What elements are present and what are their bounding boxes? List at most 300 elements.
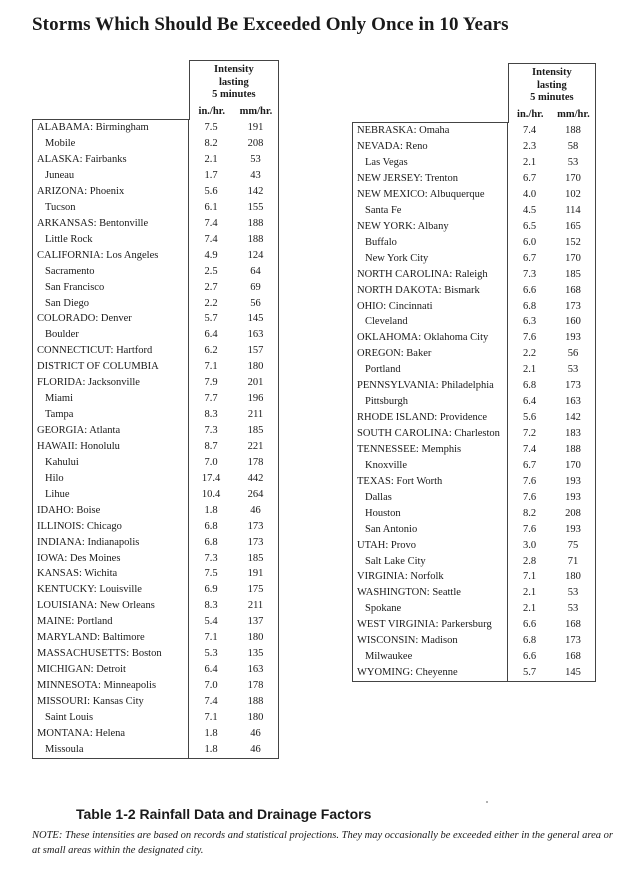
intensity-in-hr: 7.6 bbox=[522, 491, 537, 503]
intensity-mm-hr: 193 bbox=[565, 475, 581, 487]
location-name: Lihue bbox=[45, 488, 70, 500]
intensity-mm-hr: 163 bbox=[247, 329, 264, 341]
intensity-in-hr: 7.7 bbox=[204, 393, 218, 405]
intensity-in-hr: 7.1 bbox=[204, 632, 218, 644]
intensity-in-hr: 4.5 bbox=[522, 204, 537, 216]
unit-in-header: in./hr. bbox=[517, 109, 544, 120]
intensity-in-hr: 2.7 bbox=[204, 281, 218, 293]
location-name: HAWAII: Honolulu bbox=[37, 440, 120, 452]
intensity-mm-hr: 69 bbox=[250, 281, 261, 293]
intensity-in-hr: 7.4 bbox=[204, 695, 218, 707]
intensity-in-hr: 2.2 bbox=[522, 348, 537, 360]
location-name: Mobile bbox=[45, 138, 76, 150]
intensity-mm-hr: 157 bbox=[247, 345, 264, 357]
page-title: Storms Which Should Be Exceeded Only Once in 10 Years bbox=[32, 14, 509, 35]
intensity-mm-hr: 208 bbox=[247, 138, 264, 150]
location-name: GEORGIA: Atlanta bbox=[37, 425, 121, 437]
intensity-in-hr: 2.8 bbox=[522, 555, 537, 567]
location-name: San Antonio bbox=[365, 523, 418, 535]
intensity-in-hr: 7.9 bbox=[204, 377, 218, 389]
location-name: Houston bbox=[365, 507, 401, 519]
table-row bbox=[353, 235, 595, 251]
intensity-mm-hr: 211 bbox=[247, 600, 264, 612]
location-name: Milwaukee bbox=[365, 651, 413, 663]
intensity-mm-hr: 168 bbox=[565, 651, 581, 663]
intensity-mm-hr: 58 bbox=[567, 141, 579, 153]
intensity-in-hr: 1.8 bbox=[204, 727, 218, 739]
intensity-mm-hr: 142 bbox=[247, 185, 264, 197]
location-name: Las Vegas bbox=[365, 157, 408, 169]
intensity-in-hr: 5.7 bbox=[522, 667, 537, 679]
intensity-mm-hr: 43 bbox=[250, 170, 261, 182]
intensity-mm-hr: 264 bbox=[247, 488, 264, 500]
intensity-mm-hr: 56 bbox=[250, 297, 261, 309]
table-row bbox=[353, 123, 595, 139]
location-name: Salt Lake City bbox=[365, 555, 426, 567]
location-name: OREGON: Baker bbox=[357, 348, 432, 360]
intensity-in-hr: 6.0 bbox=[522, 236, 537, 248]
location-name: MAINE: Portland bbox=[37, 616, 113, 628]
location-name: NEW JERSEY: Trenton bbox=[357, 173, 458, 185]
location-name: Tucson bbox=[45, 201, 76, 213]
table-row bbox=[33, 646, 278, 662]
intensity-in-hr: 7.1 bbox=[204, 711, 218, 723]
intensity-in-hr: 7.1 bbox=[204, 361, 218, 373]
intensity-mm-hr: 178 bbox=[247, 680, 264, 692]
table-row bbox=[33, 184, 278, 200]
intensity-mm-hr: 53 bbox=[567, 603, 579, 615]
intensity-mm-hr: 188 bbox=[247, 695, 264, 707]
intensity-mm-hr: 442 bbox=[247, 472, 264, 484]
intensity-in-hr: 7.6 bbox=[522, 332, 537, 344]
intensity-in-hr: 7.6 bbox=[522, 523, 537, 535]
intensity-in-hr: 5.6 bbox=[204, 185, 218, 197]
intensity-in-hr: 7.3 bbox=[204, 552, 218, 564]
intensity-in-hr: 8.2 bbox=[522, 507, 537, 519]
intensity-in-hr: 5.4 bbox=[204, 616, 218, 628]
intensity-in-hr: 6.3 bbox=[522, 316, 537, 328]
intensity-in-hr: 5.7 bbox=[204, 313, 218, 325]
intensity-in-hr: 6.8 bbox=[522, 380, 537, 392]
intensity-in-hr: 4.0 bbox=[522, 188, 537, 200]
table-header bbox=[352, 63, 596, 123]
table-row bbox=[353, 537, 595, 553]
intensity-in-hr: 8.3 bbox=[204, 409, 218, 421]
intensity-mm-hr: 160 bbox=[565, 316, 581, 328]
intensity-mm-hr: 180 bbox=[565, 571, 581, 583]
intensity-mm-hr: 145 bbox=[247, 313, 264, 325]
intensity-in-hr: 7.6 bbox=[522, 475, 537, 487]
table-row bbox=[353, 521, 595, 537]
intensity-in-hr: 10.4 bbox=[201, 488, 221, 500]
location-name: CONNECTICUT: Hartford bbox=[37, 345, 153, 357]
location-name: Portland bbox=[365, 364, 401, 376]
table-row bbox=[33, 710, 278, 726]
location-name: Saint Louis bbox=[45, 711, 94, 723]
table-row bbox=[33, 662, 278, 678]
location-name: WEST VIRGINIA: Parkersburg bbox=[357, 619, 492, 631]
location-name: CALIFORNIA: Los Angeles bbox=[37, 249, 159, 261]
table-row bbox=[33, 423, 278, 439]
location-name: WASHINGTON: Seattle bbox=[357, 587, 461, 599]
intensity-in-hr: 7.2 bbox=[522, 428, 537, 440]
table-row bbox=[353, 474, 595, 490]
intensity-mm-hr: 170 bbox=[565, 459, 581, 471]
intensity-mm-hr: 168 bbox=[565, 284, 581, 296]
table-row bbox=[353, 346, 595, 362]
table-row bbox=[353, 378, 595, 394]
location-name: New York City bbox=[365, 252, 429, 264]
location-name: TEXAS: Fort Worth bbox=[357, 475, 443, 487]
intensity-in-hr: 6.6 bbox=[522, 284, 537, 296]
intensity-in-hr: 7.4 bbox=[204, 233, 218, 245]
location-name: IDAHO: Boise bbox=[37, 504, 101, 516]
intensity-mm-hr: 188 bbox=[565, 443, 581, 455]
intensity-mm-hr: 180 bbox=[247, 632, 264, 644]
intensity-mm-hr: 145 bbox=[565, 667, 581, 679]
table-body bbox=[352, 123, 596, 682]
location-name: UTAH: Provo bbox=[357, 539, 416, 551]
unit-mm-header: mm/hr. bbox=[239, 106, 273, 117]
intensity-mm-hr: 185 bbox=[247, 425, 264, 437]
location-name: WISCONSIN: Madison bbox=[357, 635, 458, 647]
location-name: MISSOURI: Kansas City bbox=[37, 695, 144, 707]
table-header bbox=[32, 60, 279, 120]
table-row bbox=[33, 359, 278, 375]
intensity-in-hr: 8.3 bbox=[204, 600, 218, 612]
intensity-mm-hr: 114 bbox=[565, 204, 581, 216]
location-name: KENTUCKY: Louisville bbox=[37, 584, 142, 596]
location-name: MARYLAND: Baltimore bbox=[37, 632, 145, 644]
location-name: OHIO: Cincinnati bbox=[357, 300, 433, 312]
intensity-mm-hr: 155 bbox=[247, 201, 264, 213]
table-row bbox=[353, 649, 595, 665]
intensity-in-hr: 6.4 bbox=[522, 396, 537, 408]
location-name: FLORIDA: Jacksonville bbox=[37, 377, 140, 389]
intensity-mm-hr: 193 bbox=[565, 332, 581, 344]
intensity-in-hr: 7.3 bbox=[204, 425, 218, 437]
intensity-in-hr: 6.8 bbox=[522, 635, 537, 647]
table-row bbox=[33, 232, 278, 248]
location-name: Santa Fe bbox=[365, 204, 402, 216]
intensity-in-hr: 6.6 bbox=[522, 651, 537, 663]
intensity-mm-hr: 211 bbox=[247, 409, 264, 421]
intensity-mm-hr: 75 bbox=[567, 539, 579, 551]
location-name: Boulder bbox=[45, 329, 79, 341]
intensity-in-hr: 6.9 bbox=[204, 584, 218, 596]
location-name: Sacramento bbox=[45, 265, 95, 277]
intensity-mm-hr: 168 bbox=[565, 619, 581, 631]
intensity-mm-hr: 137 bbox=[247, 616, 264, 628]
table-row bbox=[353, 506, 595, 522]
intensity-in-hr: 7.1 bbox=[522, 571, 537, 583]
location-name: Miami bbox=[45, 393, 73, 405]
unit-mm-header: mm/hr. bbox=[557, 109, 590, 120]
table-row bbox=[353, 426, 595, 442]
intensity-in-hr: 6.8 bbox=[522, 300, 537, 312]
intensity-mm-hr: 201 bbox=[247, 377, 264, 389]
rainfall-table-left bbox=[32, 60, 279, 759]
intensity-mm-hr: 163 bbox=[247, 664, 264, 676]
table-row bbox=[33, 120, 278, 136]
intensity-mm-hr: 180 bbox=[247, 711, 264, 723]
table-row bbox=[33, 742, 278, 758]
intensity-mm-hr: 191 bbox=[247, 568, 264, 580]
location-name: San Diego bbox=[45, 297, 90, 309]
table-row bbox=[353, 394, 595, 410]
location-name: Tampa bbox=[45, 409, 74, 421]
location-name: Cleveland bbox=[365, 316, 408, 328]
location-name: WYOMING: Cheyenne bbox=[357, 667, 458, 679]
unit-in-header: in./hr. bbox=[198, 106, 226, 117]
location-name: MINNESOTA: Minneapolis bbox=[37, 680, 157, 692]
table-row bbox=[33, 200, 278, 216]
intensity-in-hr: 7.4 bbox=[522, 443, 537, 455]
location-name: Buffalo bbox=[365, 236, 397, 248]
intensity-mm-hr: 193 bbox=[565, 523, 581, 535]
intensity-mm-hr: 173 bbox=[247, 536, 264, 548]
intensity-in-hr: 1.8 bbox=[204, 743, 218, 755]
location-name: Spokane bbox=[365, 603, 402, 615]
location-name: IOWA: Des Moines bbox=[37, 552, 121, 564]
intensity-in-hr: 1.7 bbox=[204, 170, 218, 182]
intensity-mm-hr: 173 bbox=[565, 300, 581, 312]
table-row bbox=[353, 314, 595, 330]
intensity-in-hr: 4.9 bbox=[204, 249, 218, 261]
location-name: ALASKA: Fairbanks bbox=[37, 154, 127, 166]
intensity-in-hr: 6.7 bbox=[522, 173, 537, 185]
table-row bbox=[353, 458, 595, 474]
intensity-mm-hr: 188 bbox=[247, 233, 264, 245]
location-name: Kahului bbox=[45, 456, 79, 468]
intensity-mm-hr: 175 bbox=[247, 584, 264, 596]
table-row bbox=[33, 471, 278, 487]
intensity-in-hr: 2.1 bbox=[522, 587, 537, 599]
intensity-mm-hr: 71 bbox=[567, 555, 579, 567]
location-name: PENNSYLVANIA: Philadelphia bbox=[357, 380, 494, 392]
location-name: MONTANA: Helena bbox=[37, 727, 126, 739]
table-row bbox=[353, 362, 595, 378]
intensity-in-hr: 6.7 bbox=[522, 459, 537, 471]
table-row bbox=[353, 585, 595, 601]
table-row bbox=[353, 155, 595, 171]
intensity-in-hr: 7.3 bbox=[522, 268, 537, 280]
location-name: Missoula bbox=[45, 743, 84, 755]
intensity-mm-hr: 56 bbox=[567, 348, 579, 360]
table-row bbox=[353, 203, 595, 219]
intensity-mm-hr: 191 bbox=[247, 122, 264, 134]
table-row bbox=[353, 139, 595, 155]
table-row bbox=[33, 343, 278, 359]
intensity-in-hr: 2.5 bbox=[204, 265, 218, 277]
scan-speck bbox=[486, 801, 488, 803]
table-row bbox=[33, 518, 278, 534]
table-row bbox=[33, 295, 278, 311]
intensity-mm-hr: 170 bbox=[565, 173, 581, 185]
location-name: KANSAS: Wichita bbox=[37, 568, 118, 580]
location-name: RHODE ISLAND: Providence bbox=[357, 412, 488, 424]
intensity-in-hr: 1.8 bbox=[204, 504, 218, 516]
location-name: ARKANSAS: Bentonville bbox=[37, 217, 149, 229]
intensity-in-hr: 7.4 bbox=[522, 125, 537, 137]
table-row bbox=[33, 439, 278, 455]
intensity-mm-hr: 142 bbox=[565, 412, 581, 424]
intensity-mm-hr: 193 bbox=[565, 491, 581, 503]
intensity-in-hr: 7.5 bbox=[204, 122, 218, 134]
table-row bbox=[353, 330, 595, 346]
intensity-in-hr: 6.7 bbox=[522, 252, 537, 264]
intensity-in-hr: 5.6 bbox=[522, 412, 537, 424]
table-note: NOTE: These intensities are based on records and statistical projections. They may occasionally be exceeded either in the general area or at small areas within the designated city. bbox=[32, 830, 613, 856]
intensity-mm-hr: 53 bbox=[567, 157, 579, 169]
intensity-mm-hr: 102 bbox=[565, 188, 581, 200]
table-row bbox=[353, 187, 595, 203]
location-name: ARIZONA: Phoenix bbox=[37, 185, 125, 197]
intensity-mm-hr: 46 bbox=[250, 743, 261, 755]
intensity-in-hr: 6.2 bbox=[204, 345, 218, 357]
intensity-mm-hr: 173 bbox=[247, 520, 264, 532]
intensity-in-hr: 6.4 bbox=[204, 664, 218, 676]
table-row bbox=[33, 391, 278, 407]
intensity-mm-hr: 46 bbox=[250, 504, 261, 516]
intensity-mm-hr: 185 bbox=[565, 268, 581, 280]
location-name: LOUISIANA: New Orleans bbox=[37, 600, 155, 612]
intensity-mm-hr: 165 bbox=[565, 220, 581, 232]
table-row bbox=[353, 665, 595, 681]
intensity-mm-hr: 152 bbox=[565, 236, 581, 248]
table-row bbox=[33, 136, 278, 152]
table-row bbox=[33, 678, 278, 694]
location-name: ALABAMA: Birmingham bbox=[37, 122, 149, 134]
table-row bbox=[33, 263, 278, 279]
table-row bbox=[353, 633, 595, 649]
intensity-in-hr: 6.5 bbox=[522, 220, 537, 232]
intensity-in-hr: 2.1 bbox=[522, 157, 537, 169]
intensity-header: Intensity lasting 5 minutes bbox=[530, 67, 574, 103]
intensity-in-hr: 7.0 bbox=[204, 456, 218, 468]
intensity-in-hr: 8.2 bbox=[204, 138, 218, 150]
table-row bbox=[33, 614, 278, 630]
rainfall-table-right bbox=[352, 63, 596, 682]
intensity-mm-hr: 46 bbox=[250, 727, 261, 739]
intensity-mm-hr: 173 bbox=[565, 380, 581, 392]
table-row bbox=[33, 407, 278, 423]
table-row bbox=[353, 266, 595, 282]
intensity-in-hr: 5.3 bbox=[204, 648, 218, 660]
table-row bbox=[33, 311, 278, 327]
intensity-mm-hr: 124 bbox=[247, 249, 264, 261]
table-row bbox=[353, 490, 595, 506]
table-body bbox=[32, 120, 279, 759]
intensity-in-hr: 6.4 bbox=[204, 329, 218, 341]
intensity-mm-hr: 64 bbox=[250, 265, 261, 277]
location-name: OKLAHOMA: Oklahoma City bbox=[357, 332, 489, 344]
table-row bbox=[353, 601, 595, 617]
location-name: NEBRASKA: Omaha bbox=[357, 125, 450, 137]
intensity-in-hr: 2.3 bbox=[522, 141, 537, 153]
location-name: San Francisco bbox=[45, 281, 105, 293]
location-name: VIRGINIA: Norfolk bbox=[357, 571, 444, 583]
table-row bbox=[33, 168, 278, 184]
intensity-mm-hr: 221 bbox=[247, 440, 264, 452]
intensity-in-hr: 6.1 bbox=[204, 201, 218, 213]
table-row bbox=[33, 630, 278, 646]
location-name: MICHIGAN: Detroit bbox=[37, 664, 126, 676]
table-row bbox=[33, 487, 278, 503]
intensity-mm-hr: 178 bbox=[247, 456, 264, 468]
intensity-in-hr: 8.7 bbox=[204, 440, 218, 452]
intensity-in-hr: 6.8 bbox=[204, 536, 218, 548]
location-name: Pittsburgh bbox=[365, 396, 408, 408]
table-row bbox=[353, 219, 595, 235]
location-name: Dallas bbox=[365, 491, 392, 503]
table-row bbox=[33, 534, 278, 550]
table-row bbox=[353, 553, 595, 569]
intensity-in-hr: 7.4 bbox=[204, 217, 218, 229]
table-row bbox=[353, 617, 595, 633]
location-name: COLORADO: Denver bbox=[37, 313, 132, 325]
table-row bbox=[33, 375, 278, 391]
table-row bbox=[33, 694, 278, 710]
location-name: TENNESSEE: Memphis bbox=[357, 443, 462, 455]
intensity-in-hr: 6.6 bbox=[522, 619, 537, 631]
location-name: Hilo bbox=[45, 472, 64, 484]
intensity-header: Intensity lasting 5 minutes bbox=[212, 64, 256, 100]
intensity-mm-hr: 173 bbox=[565, 635, 581, 647]
intensity-mm-hr: 53 bbox=[250, 154, 261, 166]
location-name: MASSACHUSETTS: Boston bbox=[37, 648, 162, 660]
location-name: NEW YORK: Albany bbox=[357, 220, 449, 232]
table-row bbox=[33, 327, 278, 343]
location-name: INDIANA: Indianapolis bbox=[37, 536, 140, 548]
intensity-mm-hr: 135 bbox=[247, 648, 264, 660]
table-row bbox=[353, 298, 595, 314]
table-row bbox=[33, 248, 278, 264]
table-row bbox=[33, 550, 278, 566]
intensity-mm-hr: 170 bbox=[565, 252, 581, 264]
table-row bbox=[353, 569, 595, 585]
location-name: DISTRICT OF COLUMBIA bbox=[37, 361, 159, 373]
table-row bbox=[33, 726, 278, 742]
intensity-mm-hr: 208 bbox=[565, 507, 581, 519]
location-name: SOUTH CAROLINA: Charleston bbox=[357, 428, 500, 440]
location-name: NEW MEXICO: Albuquerque bbox=[357, 188, 485, 200]
intensity-mm-hr: 183 bbox=[565, 428, 581, 440]
intensity-mm-hr: 180 bbox=[247, 361, 264, 373]
intensity-in-hr: 7.5 bbox=[204, 568, 218, 580]
table-row bbox=[33, 279, 278, 295]
table-row bbox=[33, 216, 278, 232]
table-row bbox=[33, 152, 278, 168]
table-row bbox=[33, 455, 278, 471]
location-name: ILLINOIS: Chicago bbox=[37, 520, 122, 532]
intensity-in-hr: 17.4 bbox=[201, 472, 221, 484]
intensity-mm-hr: 185 bbox=[247, 552, 264, 564]
intensity-in-hr: 2.1 bbox=[204, 154, 218, 166]
intensity-mm-hr: 163 bbox=[565, 396, 581, 408]
table-row bbox=[353, 442, 595, 458]
intensity-mm-hr: 53 bbox=[567, 364, 579, 376]
intensity-in-hr: 2.1 bbox=[522, 603, 537, 615]
intensity-in-hr: 7.0 bbox=[204, 680, 218, 692]
location-name: NEVADA: Reno bbox=[357, 141, 428, 153]
location-name: Juneau bbox=[45, 170, 75, 182]
table-row bbox=[353, 171, 595, 187]
table-row bbox=[33, 566, 278, 582]
table-row bbox=[353, 282, 595, 298]
table-row bbox=[33, 598, 278, 614]
location-name: Knoxville bbox=[365, 459, 407, 471]
